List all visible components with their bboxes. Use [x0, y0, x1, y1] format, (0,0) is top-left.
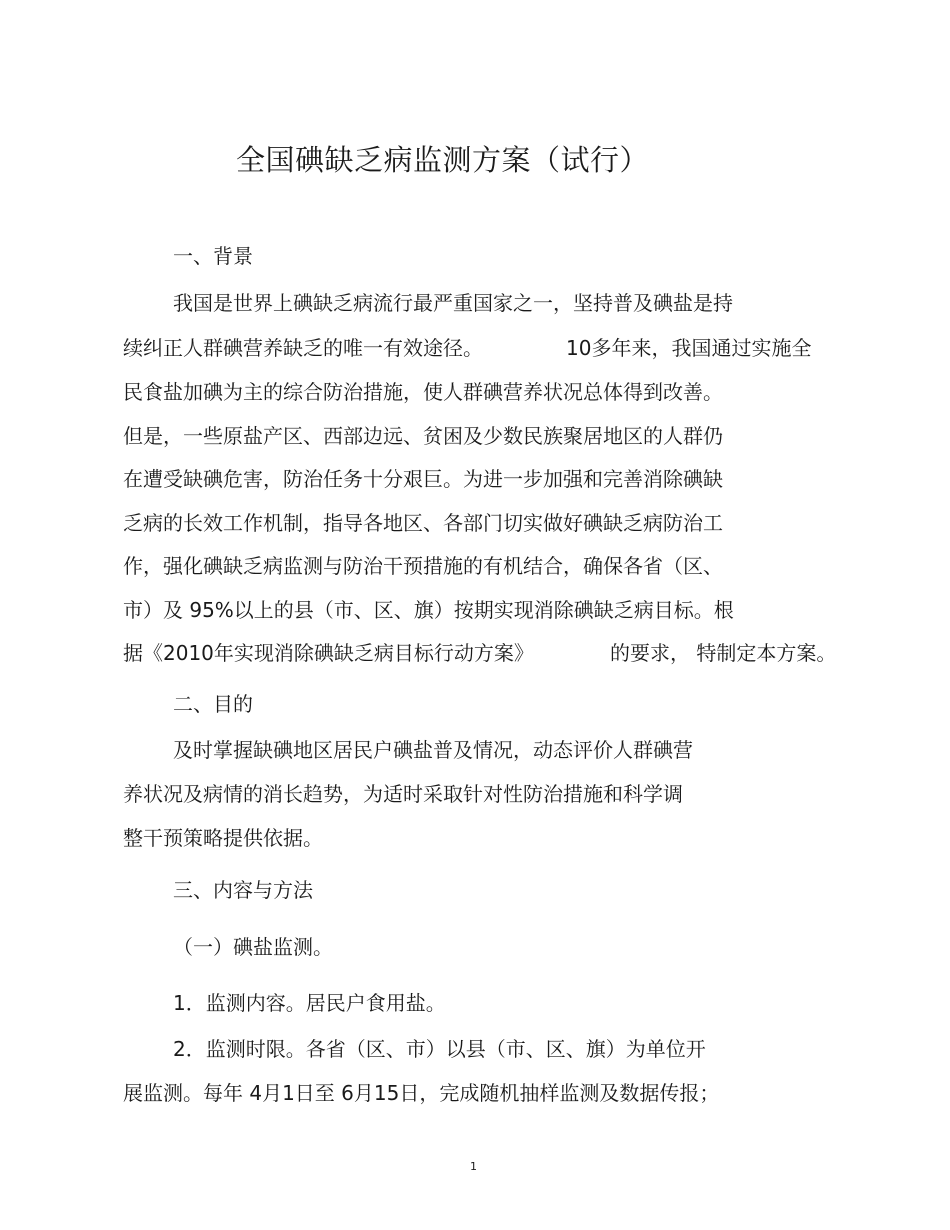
paragraph-line: 养状况及病情的消长趋势，为适时采取针对性防治措施和科学调 [123, 782, 683, 806]
section-heading-purpose: 二、目的 [173, 692, 253, 716]
section-heading-background: 一、背景 [173, 244, 253, 268]
paragraph-line: 乏病的长效工作机制，指导各地区、各部门切实做好碘缺乏病防治工 [123, 511, 723, 535]
paragraph-line: 民食盐加碘为主的综合防治措施，使人群碘营养状况总体得到改善。 [123, 380, 723, 404]
paragraph-line: 10多年来，我国通过实施全 [566, 336, 812, 360]
paragraph-line: 市）及 95%以上的县（市、区、旗）按期实现消除碘缺乏病目标。根 [123, 598, 734, 622]
subsection-heading: （一）碘盐监测。 [173, 935, 333, 959]
paragraph-line: 续纠正人群碘营养缺乏的唯一有效途径。 [123, 336, 483, 360]
paragraph-line: 但是，一些原盐产区、西部边远、贫困及少数民族聚居地区的人群仍 [123, 424, 723, 448]
paragraph-line: 在遭受缺碘危害，防治任务十分艰巨。为进一步加强和完善消除碘缺 [123, 467, 723, 491]
paragraph-line: 的要求， 特制定本方案。 [610, 641, 837, 665]
section-heading-methods: 三、内容与方法 [173, 878, 313, 902]
page-number: 1 [470, 1160, 477, 1173]
paragraph-line: 据《2010年实现消除碘缺乏病目标行动方案》 [123, 641, 534, 665]
paragraph-line: 展监测。每年 4月1日至 6月15日，完成随机抽样监测及数据传报； [123, 1081, 720, 1105]
paragraph-line: 作，强化碘缺乏病监测与防治干预措施的有机结合，确保各省（区、 [123, 554, 723, 578]
document-title: 全国碘缺乏病监测方案（试行） [236, 143, 650, 177]
list-item: 2．监测时限。各省（区、市）以县（市、区、旗）为单位开 [173, 1037, 706, 1061]
paragraph-line: 我国是世界上碘缺乏病流行最严重国家之一，坚持普及碘盐是持 [173, 291, 733, 315]
paragraph-line: 及时掌握缺碘地区居民户碘盐普及情况，动态评价人群碘营 [173, 738, 693, 762]
list-item: 1．监测内容。居民户食用盐。 [173, 991, 446, 1015]
paragraph-line: 整干预策略提供依据。 [123, 826, 323, 850]
